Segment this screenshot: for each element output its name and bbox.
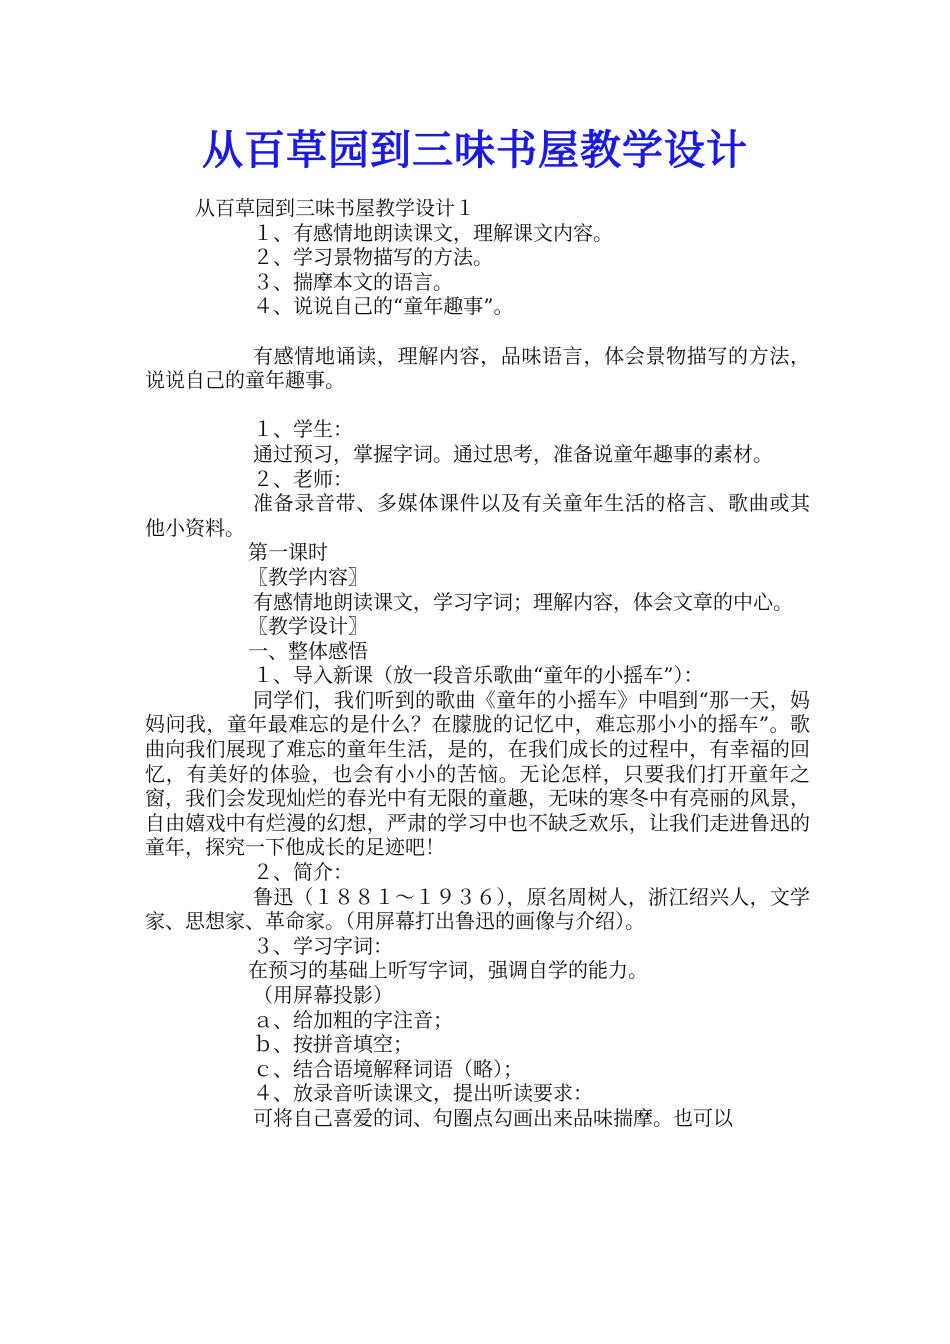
document-body (145, 196, 810, 1131)
listening-paragraph: 可将自己喜爱的词、句圈点勾画出来品味揣摩。也可以 (253, 1105, 733, 1130)
step-item: ３、学习字词： (253, 933, 393, 958)
focus-paragraph: 有感情地诵读，理解内容，品味语言，体会景物描写的方法，说说自己的童年趣事。 (145, 343, 810, 393)
objective-item: ２、学习景物描写的方法。 (253, 245, 493, 270)
vocab-item: ｂ、按拼音填空； (253, 1032, 413, 1057)
vocab-note: （用屏幕投影） (253, 983, 393, 1007)
vocab-paragraph: 在预习的基础上听写字词，强调自学的能力。 (248, 958, 648, 983)
step-heading: 一、整体感悟 (248, 638, 368, 663)
prep-heading: ２、老师： (253, 466, 353, 491)
document-title: 从百草园到三味书屋教学设计 (202, 126, 748, 174)
design-heading: 〖教学设计〗 (248, 614, 368, 639)
content-heading: 〖教学内容〗 (248, 564, 368, 589)
vocab-item: ｃ、结合语境解释词语（略）； (253, 1056, 523, 1081)
lesson-heading: 第一课时 (248, 540, 328, 565)
prep-paragraph: 通过预习，掌握字词。通过思考，准备说童年趣事的素材。 (253, 441, 773, 466)
blank-line (145, 319, 810, 344)
prep-paragraph: 准备录音带、多媒体课件以及有关童年生活的格言、歌曲或其他小资料。 (145, 491, 810, 540)
step-item: １、导入新课（放一段音乐歌曲“童年的小摇车”）： (253, 663, 704, 688)
content-paragraph: 有感情地朗读课文，学习字词；理解内容，体会文章的中心。 (253, 589, 793, 614)
blank-line (145, 393, 810, 418)
author-paragraph: 鲁迅（１８８１～１９３６），原名周树人，浙江绍兴人，文学家、思想家、革命家。（用屏幕打出鲁迅的画像与介绍）。 (145, 884, 810, 934)
step-item: ４、放录音听读课文，提出听读要求： (253, 1081, 593, 1106)
vocab-item: ａ、给加粗的字注音； (253, 1007, 453, 1032)
objective-item: ４、说说自己的“童年趣事”。 (253, 294, 514, 319)
objective-item: １、有感情地朗读课文，理解课文内容。 (253, 220, 613, 245)
intro-paragraph: 同学们，我们听到的歌曲《童年的小摇车》中唱到“那一天，妈妈问我，童年最难忘的是什么？在朦胧的记忆中，难忘那小小的摇车”。歌曲向我们展现了难忘的童年生活，是的，在我们成长的过程中，有幸福的回忆，有美好的体验，也会有小小的苦恼。无论怎样，只要我们打开童年之窗，我们会发现灿烂的春光中有无限的童趣，无味的寒冬中有亮丽的风景，自由嬉戏中有烂漫的幻想，严肃的学习中也不缺乏欢乐，让我们走进鲁迅的童年，探究一下他成长的足迹吧！ (145, 687, 810, 860)
prep-heading: １、学生： (253, 417, 353, 442)
objective-item: ３、揣摩本文的语言。 (253, 269, 453, 294)
step-item: ２、简介： (253, 860, 353, 885)
section-heading: 从百草园到三味书屋教学设计１ (195, 196, 475, 220)
